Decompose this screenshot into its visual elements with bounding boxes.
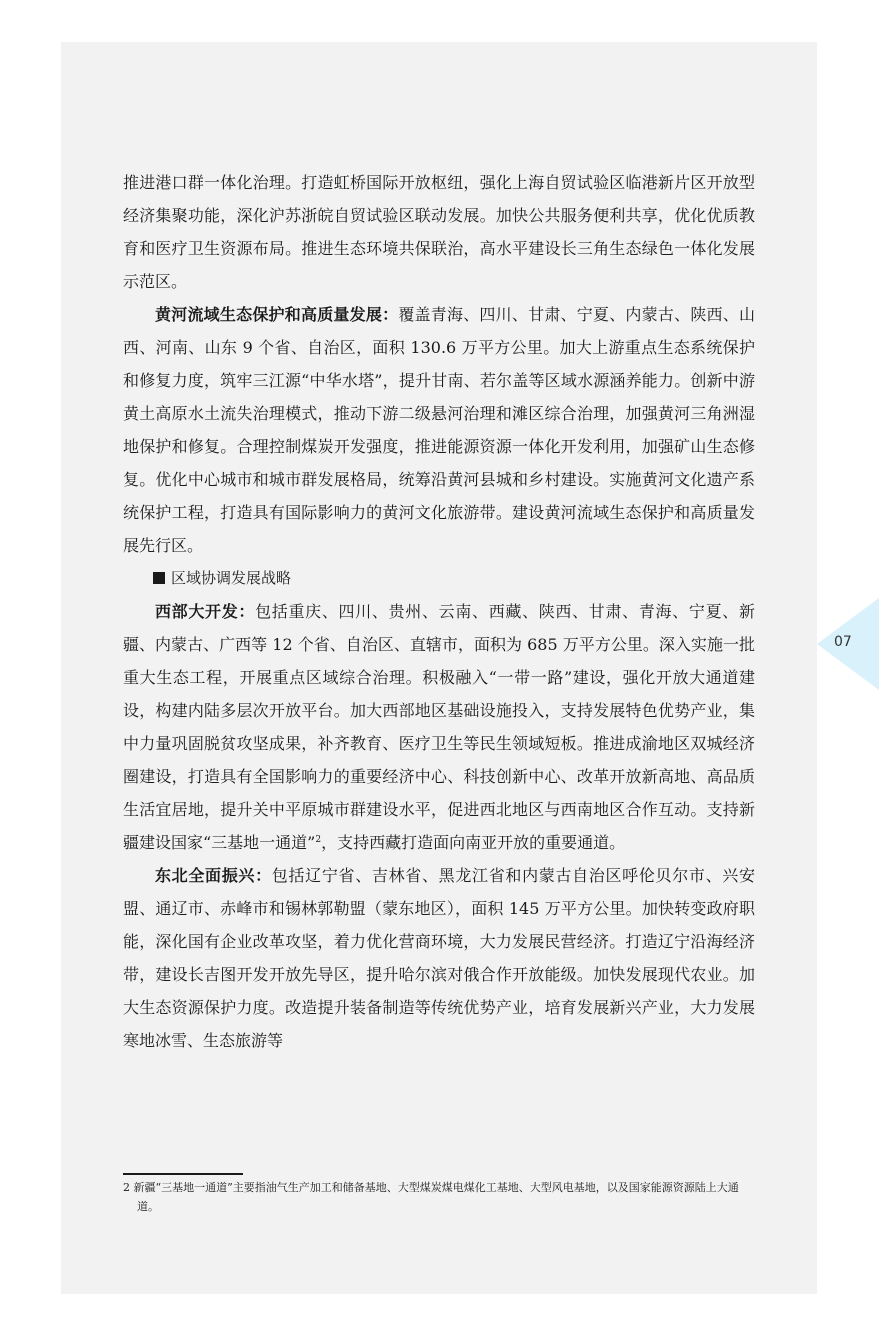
section-heading xyxy=(123,562,755,595)
paragraph-western-development-body: 包括重庆、四川、贵州、云南、西藏、陕西、甘肃、青海、宁夏、新疆、内蒙古、广西等 12 个省、自治区、直辖市，面积为 685 万平方公里。深入实施一批重大生态工程，开展重点区域综合治理。积极融入“一带一路”建设，强化开放大通道建设，构建内陆多层次开放平台。加大西部地区基础设施投入，支持发展特色优势产业，集中力量巩固脱贫攻坚成果，补齐教育、医疗卫生等民生领域短板。推进成渝地区双城经济圈建设，打造具有全国影响力的重要经济中心、科技创新中心、改革开放新高地、高品质生活宜居地，提升关中平原城市群建设水平，促进西北地区与西南地区合作互动。支持新疆建设国家“三基地一通道” xyxy=(123,602,755,852)
paragraph-northeast-revitalization-body: 包括辽宁省、吉林省、黑龙江省和内蒙古自治区呼伦贝尔市、兴安盟、通辽市、赤峰市和锡林郭勒盟（蒙东地区），面积 145 万平方公里。加快转变政府职能，深化国有企业改革攻坚，着力优化营商环境，大力发展民营经济。打造辽宁沿海经济带，建设长吉图开发开放先导区，提升哈尔滨对俄合作开放能级。加快发展现代农业。加大生态资源保护力度。改造提升装备制造等传统优势产业，培育发展新兴产业，大力发展寒地冰雪、生态旅游等 xyxy=(123,866,755,1050)
paragraph-western-development-tail: ，支持西藏打造面向南亚开放的重要通道。 xyxy=(321,833,626,852)
paragraph-western-development-title: 西部大开发： xyxy=(155,602,256,621)
section-heading-text: 区域协调发展战略 xyxy=(171,569,292,587)
black-square-icon xyxy=(153,572,165,584)
paragraph-northeast-revitalization xyxy=(123,859,755,1057)
footnote-divider xyxy=(123,1173,243,1175)
paragraph-yellow-river-body: 覆盖青海、四川、甘肃、宁夏、内蒙古、陕西、山西、河南、山东 9 个省、自治区，面积 130.6 万平方公里。加大上游重点生态系统保护和修复力度，筑牢三江源“中华水塔”，提升甘南、若尔盖等区域水源涵养能力。创新中游黄土高原水土流失治理模式，推动下游二级悬河治理和滩区综合治理，加强黄河三角洲湿地保护和修复。合理控制煤炭开发强度，推进能源资源一体化开发利用，加强矿山生态修复。优化中心城市和城市群发展格局，统筹沿黄河县城和乡村建设。实施黄河文化遗产系统保护工程，打造具有国际影响力的黄河文化旅游带。建设黄河流域生态保护和高质量发展先行区。 xyxy=(123,305,755,555)
paragraph-yellow-river xyxy=(123,298,755,562)
body-text xyxy=(123,166,755,1057)
paragraph-northeast-revitalization-title: 东北全面振兴： xyxy=(155,866,272,885)
footnote-number: 2 xyxy=(123,1181,130,1194)
footnote-reference[interactable]: 2 xyxy=(315,835,322,845)
footnote xyxy=(123,1178,755,1216)
page-number: 07 xyxy=(834,634,852,650)
footnote-text: 新疆“三基地一通道”主要指油气生产加工和储备基地、大型煤炭煤电煤化工基地、大型风电基地，以及国家能源资源陆上大通道。 xyxy=(133,1181,739,1213)
paragraph-western-development xyxy=(123,595,755,859)
paragraph-yangtze-delta-continuation: 推进港口群一体化治理。打造虹桥国际开放枢纽，强化上海自贸试验区临港新片区开放型经济集聚功能，深化沪苏浙皖自贸试验区联动发展。加快公共服务便利共享，优化优质教育和医疗卫生资源布局。推进生态环境共保联治，高水平建设长三角生态绿色一体化发展示范区。 xyxy=(123,173,755,291)
paragraph-yellow-river-title: 黄河流域生态保护和高质量发展： xyxy=(155,305,399,324)
